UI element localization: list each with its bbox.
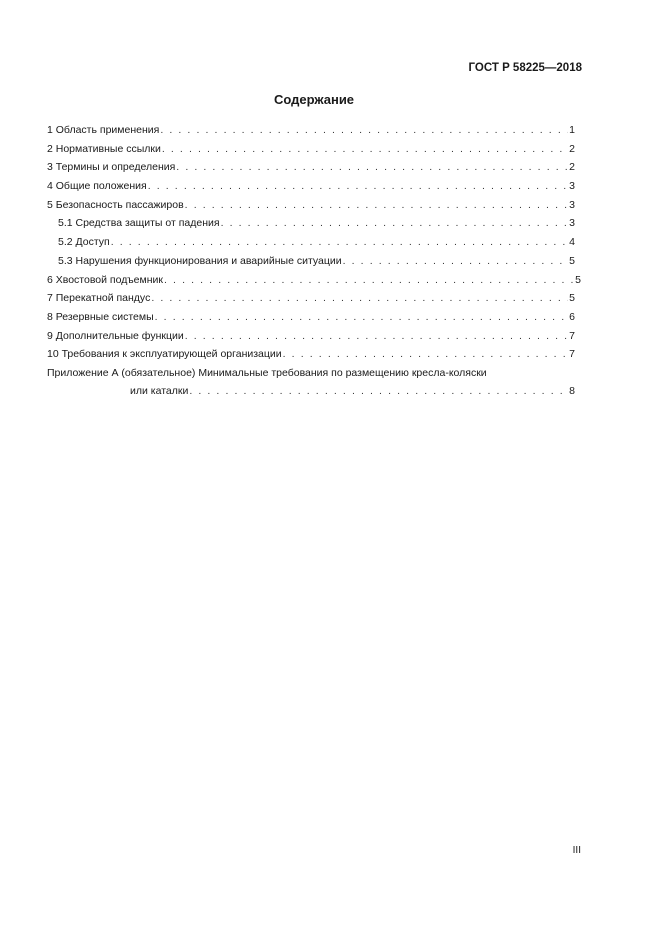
toc-item-label: 8 Резервные системы bbox=[47, 310, 154, 323]
toc-item[interactable] bbox=[47, 292, 575, 311]
toc-item-page: 8 bbox=[569, 384, 575, 397]
toc-item[interactable] bbox=[47, 124, 575, 143]
toc-item-label: 5.3 Нарушения функционирования и аварийные ситуации bbox=[58, 254, 342, 267]
toc-item[interactable] bbox=[47, 161, 575, 180]
toc-item-page: 4 bbox=[569, 236, 575, 249]
toc-item-page: 5 bbox=[569, 292, 575, 305]
toc-item[interactable] bbox=[47, 180, 575, 199]
table-of-contents bbox=[47, 124, 581, 403]
toc-appendix-title: Приложение А (обязательное) Минимальные требования по размещению кресла-коляски bbox=[47, 366, 487, 379]
toc-item-page: 5 bbox=[569, 254, 575, 267]
toc-item-label: или каталки bbox=[130, 384, 189, 397]
toc-item-label: 9 Дополнительные функции bbox=[47, 329, 184, 342]
toc-item[interactable] bbox=[47, 330, 575, 349]
toc-leader-dots bbox=[151, 292, 568, 304]
toc-item-label: 3 Термины и определения bbox=[47, 161, 176, 174]
toc-item-page: 7 bbox=[569, 329, 575, 342]
toc-subitem[interactable] bbox=[47, 255, 575, 274]
toc-leader-dots bbox=[185, 199, 568, 211]
toc-item[interactable] bbox=[47, 199, 575, 218]
toc-appendix[interactable] bbox=[47, 367, 575, 403]
toc-item[interactable] bbox=[47, 348, 575, 367]
toc-item-page: 2 bbox=[569, 142, 575, 155]
toc-appendix-continuation bbox=[47, 385, 575, 403]
toc-leader-dots bbox=[221, 217, 569, 229]
toc-subitem[interactable] bbox=[47, 236, 575, 255]
toc-leader-dots bbox=[162, 143, 568, 155]
toc-subitem[interactable] bbox=[47, 217, 575, 236]
toc-item-page: 7 bbox=[569, 348, 575, 361]
toc-leader-dots bbox=[283, 348, 569, 360]
toc-item-label: 5.2 Доступ bbox=[58, 236, 110, 249]
toc-leader-dots bbox=[189, 385, 568, 397]
toc-leader-dots bbox=[160, 124, 568, 136]
toc-item[interactable] bbox=[47, 311, 575, 330]
toc-item-page: 3 bbox=[569, 217, 575, 230]
toc-item-label: 7 Перекатной пандус bbox=[47, 292, 151, 305]
toc-leader-dots bbox=[111, 236, 568, 248]
toc-item-label: 2 Нормативные ссылки bbox=[47, 142, 161, 155]
document-code: ГОСТ Р 58225—2018 bbox=[468, 62, 582, 74]
toc-item-page: 2 bbox=[569, 161, 575, 174]
toc-leader-dots bbox=[185, 330, 568, 342]
page-number: III bbox=[572, 845, 581, 856]
toc-leader-dots bbox=[343, 255, 569, 267]
toc-leader-dots bbox=[164, 274, 574, 286]
toc-item-page: 3 bbox=[569, 180, 575, 193]
toc-item[interactable] bbox=[47, 274, 581, 293]
toc-item-page: 5 bbox=[575, 273, 581, 286]
toc-item-label: 4 Общие положения bbox=[47, 180, 147, 193]
toc-leader-dots bbox=[176, 161, 568, 173]
toc-item-label: 6 Хвостовой подъемник bbox=[47, 273, 163, 286]
toc-item[interactable] bbox=[47, 143, 575, 162]
toc-leader-dots bbox=[148, 180, 568, 192]
toc-item-page: 6 bbox=[569, 310, 575, 323]
toc-item-page: 3 bbox=[569, 198, 575, 211]
toc-item-label: 5 Безопасность пассажиров bbox=[47, 198, 184, 211]
toc-item-page: 1 bbox=[569, 124, 575, 136]
toc-title: Содержание bbox=[273, 92, 355, 107]
toc-item-label: 5.1 Средства защиты от падения bbox=[58, 217, 220, 230]
toc-item-label: 1 Область применения bbox=[47, 124, 160, 136]
toc-item-label: 10 Требования к эксплуатирующей организации bbox=[47, 348, 282, 361]
toc-leader-dots bbox=[155, 311, 569, 323]
